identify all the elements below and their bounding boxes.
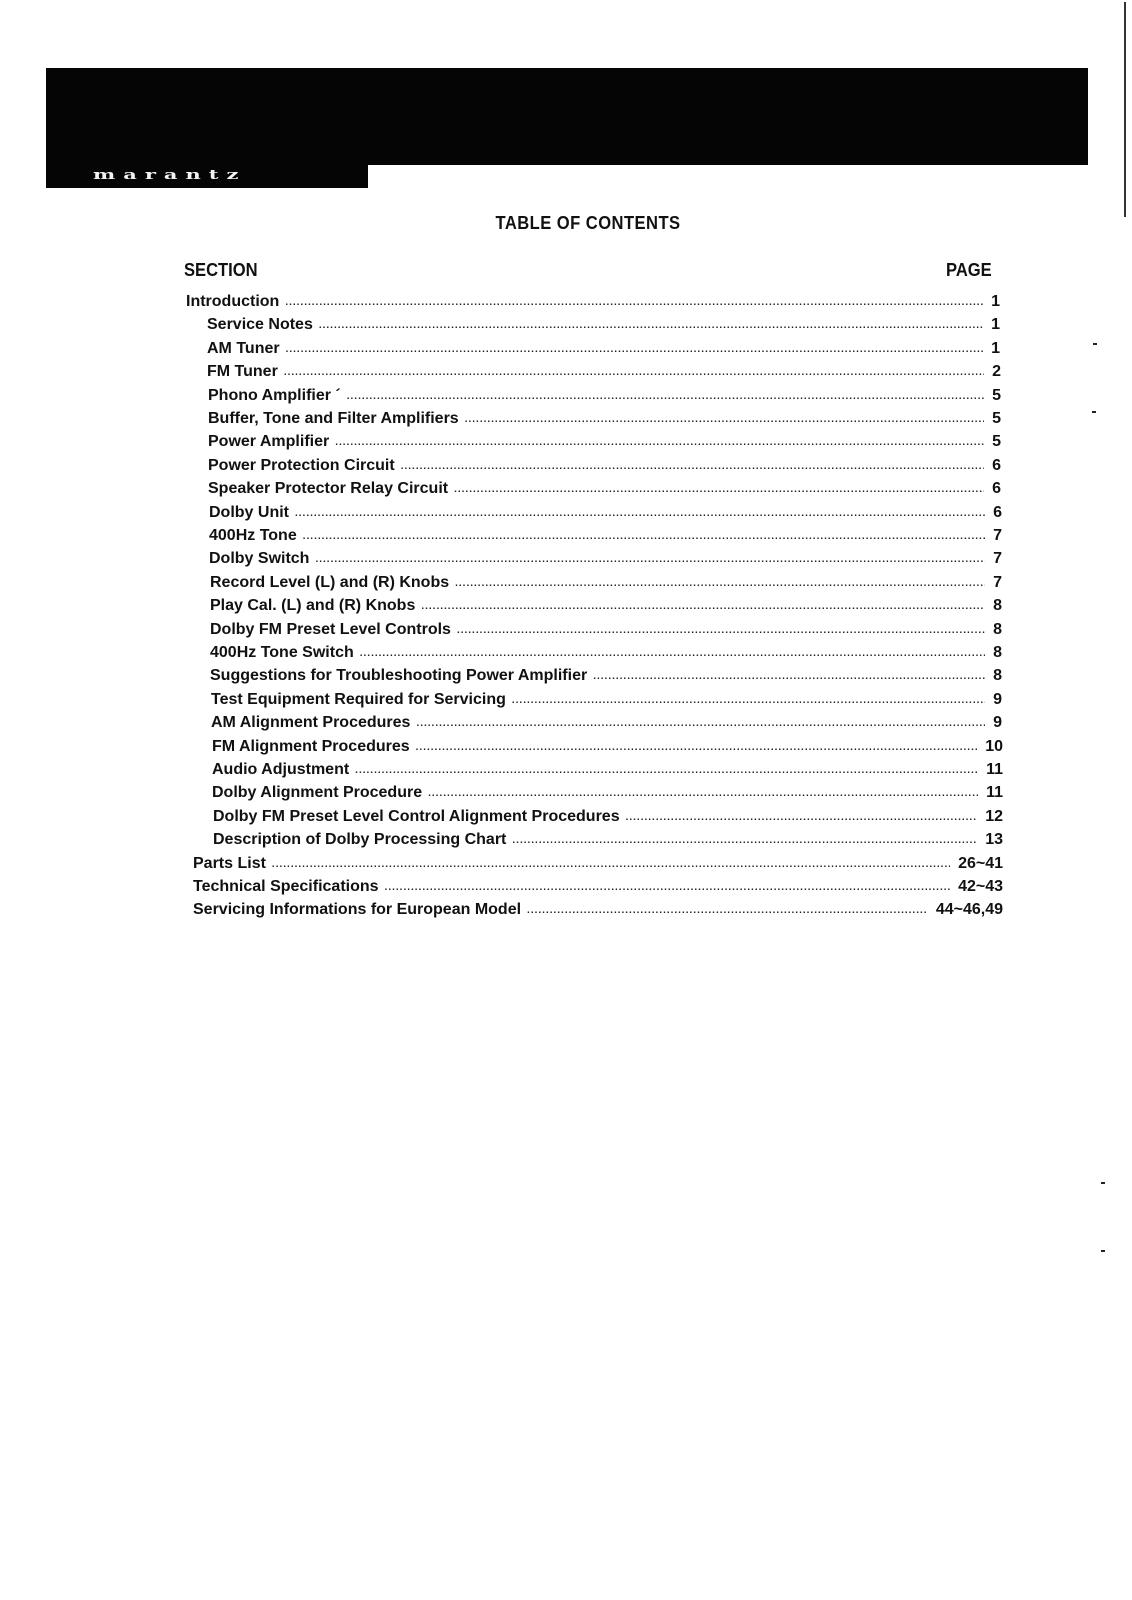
dot-leader bbox=[285, 291, 983, 314]
page-number: 1 bbox=[991, 316, 1000, 334]
toc-entry-play-cal-knobs[interactable]: Play Cal. (L) and (R) Knobs ..... 8 bbox=[210, 594, 1002, 617]
page-title: TABLE OF CONTENTS bbox=[495, 213, 681, 233]
toc-entry-phono-amplifier[interactable]: Phono Amplifier ´ ..... 5 bbox=[208, 384, 1001, 407]
page-number: 8 bbox=[993, 644, 1002, 661]
dot-leader bbox=[272, 853, 950, 876]
dot-leader bbox=[401, 455, 984, 478]
margin-rule bbox=[1124, 2, 1126, 217]
page-number: 13 bbox=[985, 831, 1003, 849]
dot-leader bbox=[360, 642, 985, 665]
header-banner bbox=[46, 68, 1088, 165]
scan-speck bbox=[1093, 343, 1097, 345]
page-number: 11 bbox=[986, 761, 1003, 778]
dot-leader bbox=[284, 361, 984, 384]
toc-entry-am-alignment[interactable]: AM Alignment Procedures ..... 9 bbox=[211, 711, 1002, 734]
dot-leader bbox=[457, 619, 985, 642]
dot-leader bbox=[465, 408, 984, 431]
scan-speck bbox=[1092, 411, 1096, 413]
toc-entry-introduction[interactable]: Introduction ..... 1 bbox=[186, 290, 1000, 313]
page-number: 6 bbox=[993, 503, 1002, 521]
dot-leader bbox=[385, 876, 951, 899]
page-number: 44~46,49 bbox=[935, 901, 1003, 919]
page-number: 42~43 bbox=[958, 878, 1003, 895]
dot-leader bbox=[319, 314, 983, 337]
dot-leader bbox=[416, 712, 985, 735]
toc-entry-dolby-switch[interactable]: Dolby Switch ..... 7 bbox=[209, 547, 1002, 570]
page-number: 11 bbox=[986, 784, 1003, 802]
brand-logo: marantz bbox=[93, 166, 247, 182]
toc-entry-service-notes[interactable]: Service Notes ..... 1 bbox=[207, 313, 1000, 336]
page-number: 6 bbox=[992, 480, 1001, 498]
page-number: 12 bbox=[985, 807, 1003, 825]
toc-entry-buffer-tone-filter[interactable]: Buffer, Tone and Filter Amplifiers ..... 5 bbox=[208, 407, 1001, 430]
page-number: 8 bbox=[993, 667, 1002, 685]
page-number: 1 bbox=[991, 339, 1000, 357]
toc-entry-fm-tuner[interactable]: FM Tuner ..... 2 bbox=[207, 360, 1001, 383]
toc-entry-speaker-protector[interactable]: Speaker Protector Relay Circuit ..... 6 bbox=[208, 477, 1001, 500]
page-number: 1 bbox=[991, 293, 1000, 310]
toc-entry-parts-list[interactable]: Parts List ..... 26~41 bbox=[193, 852, 1003, 875]
page-number: 5 bbox=[992, 433, 1001, 451]
toc-entry-am-tuner[interactable]: AM Tuner ..... 1 bbox=[207, 337, 1000, 360]
dot-leader bbox=[286, 338, 984, 361]
dot-leader bbox=[416, 736, 978, 759]
dot-leader bbox=[593, 665, 985, 688]
page-number: 9 bbox=[993, 714, 1002, 732]
section-column-header: SECTION bbox=[184, 260, 258, 280]
brand-tab bbox=[46, 160, 368, 188]
dot-leader bbox=[295, 502, 985, 525]
page-number: 10 bbox=[985, 737, 1003, 755]
page-number: 6 bbox=[992, 456, 1001, 474]
toc-entry-technical-specifications[interactable]: Technical Specifications ..... 42~43 bbox=[193, 875, 1003, 898]
dot-leader bbox=[512, 689, 985, 712]
toc-entry-troubleshooting-power-amp[interactable]: Suggestions for Troubleshooting Power Amplifier ..... 8 bbox=[210, 664, 1002, 687]
page-number: 7 bbox=[993, 550, 1002, 568]
toc-entry-dolby-fm-preset-controls[interactable]: Dolby FM Preset Level Controls ..... 8 bbox=[210, 618, 1002, 641]
scan-speck bbox=[1101, 1250, 1105, 1252]
toc-entry-test-equipment[interactable]: Test Equipment Required for Servicing ..... 9 bbox=[211, 688, 1002, 711]
toc-entry-dolby-unit[interactable]: Dolby Unit ..... 6 bbox=[209, 501, 1002, 524]
dot-leader bbox=[355, 759, 978, 782]
dot-leader bbox=[347, 385, 984, 408]
dot-leader bbox=[454, 478, 984, 501]
dot-leader bbox=[527, 899, 928, 922]
dot-leader bbox=[335, 431, 984, 454]
page-number: 8 bbox=[993, 597, 1002, 615]
toc-entry-power-amplifier[interactable]: Power Amplifier ..... 5 bbox=[208, 430, 1001, 453]
dot-leader bbox=[626, 806, 978, 829]
toc-entry-audio-adjustment[interactable]: Audio Adjustment ..... 11 bbox=[212, 758, 1003, 781]
toc-entry-400hz-tone[interactable]: 400Hz Tone ..... 7 bbox=[209, 524, 1002, 547]
page-number: 2 bbox=[992, 363, 1001, 381]
dot-leader bbox=[303, 525, 985, 548]
page-number: 26~41 bbox=[958, 854, 1003, 872]
toc-entry-400hz-tone-switch[interactable]: 400Hz Tone Switch ..... 8 bbox=[210, 641, 1002, 664]
page-number: 7 bbox=[993, 573, 1002, 591]
page-number: 5 bbox=[992, 410, 1001, 427]
toc-entry-european-model[interactable]: Servicing Informations for European Model ..... 44~46,49 bbox=[193, 898, 1003, 921]
scan-speck bbox=[1101, 1182, 1105, 1184]
page-number: 8 bbox=[993, 620, 1002, 638]
toc-entry-record-level-knobs[interactable]: Record Level (L) and (R) Knobs ..... 7 bbox=[210, 571, 1002, 594]
toc-entry-dolby-processing-chart[interactable]: Description of Dolby Processing Chart ..... 13 bbox=[213, 828, 1003, 851]
page-column-header: PAGE bbox=[946, 260, 992, 280]
toc-entry-power-protection[interactable]: Power Protection Circuit ..... 6 bbox=[208, 454, 1001, 477]
dot-leader bbox=[315, 548, 985, 571]
toc-entry-fm-alignment[interactable]: FM Alignment Procedures ..... 10 bbox=[212, 735, 1003, 758]
dot-leader bbox=[512, 829, 977, 852]
toc-entry-dolby-alignment[interactable]: Dolby Alignment Procedure ..... 11 bbox=[212, 781, 1003, 804]
page-number: 7 bbox=[993, 527, 1002, 544]
dot-leader bbox=[455, 572, 985, 595]
page-number: 9 bbox=[993, 690, 1002, 708]
page-number: 5 bbox=[992, 386, 1001, 404]
dot-leader bbox=[428, 782, 978, 805]
toc-entry-dolby-fm-preset-alignment[interactable]: Dolby FM Preset Level Control Alignment Procedures ..... 12 bbox=[213, 805, 1003, 828]
dot-leader bbox=[421, 595, 985, 618]
